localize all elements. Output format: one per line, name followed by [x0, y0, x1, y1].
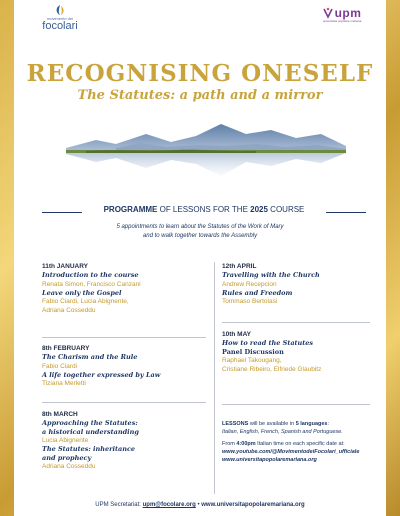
- website-link[interactable]: www.universitapopolaremariana.org: [222, 457, 317, 463]
- languages-note: LESSONS will be available in 5 languages: Italian, English, French, Spanish and Portuguese.: [222, 421, 343, 435]
- programme-header: [42, 205, 366, 219]
- lesson-speakers: Fabio Ciardi, Lucia Abignente,: [42, 298, 129, 305]
- lesson-speakers: Adriana Cosseddu: [42, 307, 96, 314]
- lesson-speakers: Lucia Abignente: [42, 437, 89, 444]
- page-subtitle: The Statutes: a path and a mirror: [77, 88, 323, 103]
- programme-description: 5 appointments to learn about the Statutes of the Work of Mary and to walk together towards the Assembly: [116, 224, 284, 239]
- logo-left-small: movimento dei: [46, 16, 73, 21]
- lesson-block-2: [42, 344, 212, 388]
- lesson-speakers: Raphael Takougang,: [222, 357, 282, 364]
- lesson-title: a historical understanding: [42, 427, 139, 436]
- footer-website-link[interactable]: www.universitapopolaremariana.org: [201, 502, 305, 508]
- schedule-note: From 4:00pm Italian time on each specific date at: www.youtube.com/@MovimentodeiFocolari_ufficiale www.universitapopolaremariana.org: [222, 441, 360, 463]
- lesson-speakers: Renata Simon, Francisco Canzani: [42, 280, 141, 288]
- focolari-flame-icon: [52, 4, 68, 16]
- lesson-title: Introduction to the course: [42, 271, 139, 279]
- lesson-title: The Charism and the Rule: [42, 353, 138, 361]
- lesson-speakers: Andrew Recepcion: [222, 280, 277, 288]
- lesson-speakers: Cristiane Ribeiro, Elfriede Glaubitz: [222, 366, 322, 373]
- lesson-block-3: [42, 410, 212, 471]
- footer: UPM Secretariat: upm@focolare.org • www.universitapopolaremariana.org: [95, 502, 305, 508]
- mountain-lake-illustration: [56, 116, 356, 186]
- poster: [14, 0, 386, 516]
- logo-left-big: focolari: [42, 20, 78, 32]
- lesson-title: The Statutes: inheritance: [42, 445, 136, 453]
- column-divider: [214, 262, 215, 494]
- lesson-title: Leave only the Gospel: [42, 288, 122, 297]
- lesson-block-1: [42, 262, 212, 315]
- divider-left: [42, 212, 82, 213]
- lesson-title: A life together expressed by Law: [42, 370, 161, 379]
- upm-mark-icon: [323, 7, 333, 19]
- lesson-date: 10th MAY: [222, 331, 252, 338]
- lesson-title: and prophecy: [42, 453, 92, 462]
- logo-right-main: upm: [334, 6, 362, 20]
- lesson-speakers: Fabio Ciardi: [42, 362, 78, 370]
- focolari-logo: [40, 4, 80, 31]
- row-divider: [42, 337, 206, 338]
- lesson-block-4: [222, 262, 382, 306]
- lesson-speakers: Tiziana Merletti: [42, 380, 86, 387]
- secretariat-email-link[interactable]: upm@focolare.org: [142, 502, 196, 508]
- page-title: RECOGNISING ONESELF: [26, 60, 374, 87]
- lesson-title: Panel Discussion: [222, 347, 284, 356]
- logo-right-sub: universitas popolare mariana: [322, 19, 362, 23]
- row-divider: [42, 402, 206, 403]
- lesson-date: 11th JANUARY: [42, 263, 88, 270]
- lesson-title: Approaching the Statutes:: [42, 419, 138, 427]
- lesson-date: 8th MARCH: [42, 411, 78, 418]
- lesson-date: 12th APRIL: [222, 263, 257, 270]
- lesson-title: How to read the Statutes: [222, 339, 314, 347]
- lesson-block-5: [222, 330, 382, 374]
- availability-info: [222, 420, 387, 468]
- programme-title: PROGRAMME OF LESSONS FOR THE 2025 COURSE: [103, 205, 305, 214]
- row-divider: [222, 322, 370, 323]
- lesson-title: Travelling with the Church: [222, 271, 320, 279]
- upm-logo: [318, 6, 366, 23]
- divider-right: [326, 212, 366, 213]
- youtube-link[interactable]: www.youtube.com/@MovimentodeiFocolari_ufficiale: [222, 449, 360, 455]
- lesson-date: 8th FEBRUARY: [42, 345, 90, 352]
- lesson-speakers: Tommaso Bertolasi: [222, 298, 278, 305]
- lesson-speakers: Adriana Cosseddu: [42, 463, 96, 470]
- lesson-title: Rules and Freedom: [222, 288, 293, 297]
- row-divider: [222, 404, 370, 405]
